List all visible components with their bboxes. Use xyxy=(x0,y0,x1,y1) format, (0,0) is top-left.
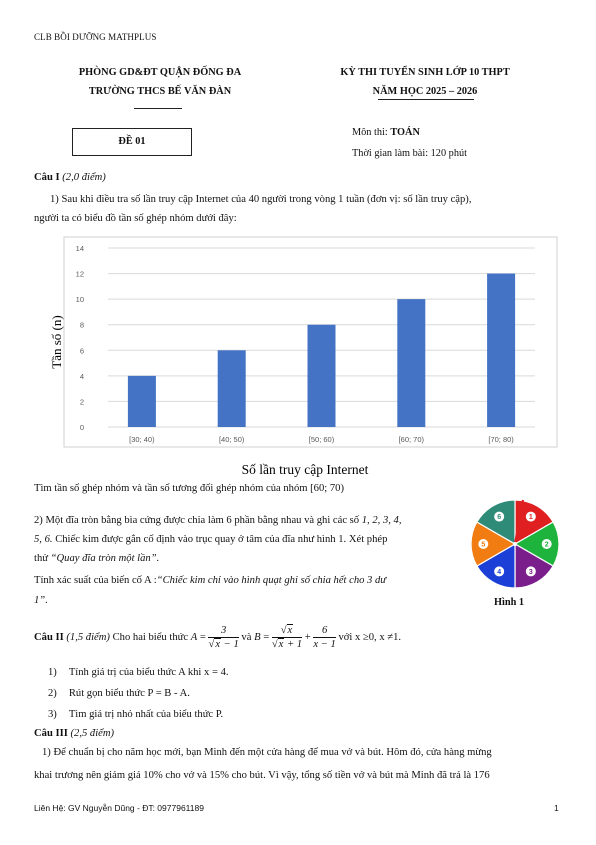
y-tick-label: 14 xyxy=(75,244,84,253)
q1-p2-line1 xyxy=(34,513,401,528)
page-number: 1 xyxy=(554,803,559,813)
expr-B2-denominator: x − 1 xyxy=(313,639,336,651)
wheel-label: 2 xyxy=(544,541,549,549)
q2-item-1-num: 1) xyxy=(48,667,57,678)
q3-line1: 1) Để chuẩn bị cho năm học mới, bạn Minh đến một cửa hàng để mua vở và bút. Hôm đó, cửa hàng mừng xyxy=(42,747,492,758)
q1-p1-line2: người ta có biểu đồ tần số ghép nhóm dưới đây: xyxy=(34,213,237,224)
q1-p2-line5: 1”. xyxy=(34,595,48,606)
q2-item-3-text: Tìm giá trị nhỏ nhất của biểu thức P. xyxy=(68,709,224,720)
expr-B1-numerator: √x xyxy=(272,624,302,638)
q2-item-1-text: Tính giá trị của biểu thức A khi x = 4. xyxy=(68,667,229,678)
q1-p2-event: “Chiếc kim chỉ vào hình quạt ghi số chia hết cho 3 dư xyxy=(156,575,387,586)
q1-points: (2,0 điểm) xyxy=(62,172,106,183)
y-tick-label: 4 xyxy=(79,371,84,381)
chart-y-axis-label: Tần số (n) xyxy=(49,315,64,369)
figure-caption: Hình 1 xyxy=(494,597,525,608)
q2-item-1 xyxy=(48,665,229,680)
school-underline xyxy=(134,108,182,109)
expr-A-numerator: 3 xyxy=(208,624,238,638)
expr-B1-den-sqrt: x xyxy=(278,639,284,651)
q3-points: (2,5 điểm) xyxy=(70,728,115,739)
q1-p2-nums1: 1, 2, 3, 4, xyxy=(361,515,402,526)
y-tick-label: 8 xyxy=(79,320,84,330)
wheel-center xyxy=(513,542,517,546)
q1-heading xyxy=(34,170,106,185)
y-tick-label: 10 xyxy=(75,295,84,305)
expr-A-den-rest: − 1 xyxy=(221,639,239,651)
subject-line xyxy=(352,127,420,138)
x-tick-label: [70; 80) xyxy=(488,435,514,444)
wheel-label: 5 xyxy=(481,541,486,549)
y-tick-label: 0 xyxy=(79,423,84,432)
plus-sign: + xyxy=(302,632,314,643)
equals-sign-2: = xyxy=(260,632,272,643)
q2-item-3-num: 3) xyxy=(48,709,57,720)
spinner-wheel xyxy=(460,498,570,590)
expr-B-fraction-2 xyxy=(313,624,335,651)
dept-name: PHÒNG GD&ĐT QUẬN ĐỐNG ĐA xyxy=(78,67,242,78)
y-tick-label: 6 xyxy=(79,346,84,356)
bar xyxy=(487,274,515,427)
q1-p2-line4-text: Tính xác suất của biến cố A : xyxy=(34,575,157,586)
exam-title: KỲ THI TUYỂN SINH LỚP 10 THPT xyxy=(340,67,510,78)
exam-code: ĐỀ 01 xyxy=(118,136,146,147)
chart-title: Số lần truy cập Internet xyxy=(241,462,369,477)
expr-A-name: A xyxy=(190,632,198,643)
q1-task1: Tìm tần số ghép nhóm và tần số tương đối ghép nhóm của nhóm [60; 70) xyxy=(34,483,344,494)
exam-time: Thời gian làm bài: 120 phút xyxy=(352,148,467,159)
footer-contact: Liên Hệ: GV Nguyễn Dũng - ĐT: 0977961189 xyxy=(34,803,204,813)
expr-B1-den-rest: + 1 xyxy=(284,639,303,651)
year-underline xyxy=(378,99,474,100)
expr-A-den-sqrt: x xyxy=(215,639,221,651)
q1-p2-line3-text: thử xyxy=(34,553,51,564)
and-word: và xyxy=(238,632,255,643)
bar-chart xyxy=(30,230,570,485)
expr-B-fraction-1 xyxy=(272,624,302,651)
q1-p2-nums2: 5, 6. xyxy=(34,534,53,545)
wheel-label: 3 xyxy=(528,569,533,577)
q1-p2-line2 xyxy=(34,532,387,547)
q2-heading xyxy=(34,622,401,654)
q1-p2-line1-text: 2) Một đĩa tròn bằng bìa cứng được chia làm 6 phần bằng nhau và ghi các số xyxy=(34,515,362,526)
bar xyxy=(397,299,425,427)
expr-A-fraction xyxy=(208,624,238,651)
expr-B-name: B xyxy=(254,632,261,643)
q3-line2: khai trương nên giảm giá 10% cho vở và 15% cho bút. Vì vậy, tổng số tiền vở và bút mà Minh đã trả là 176 xyxy=(34,770,490,781)
bar xyxy=(218,350,246,427)
expr-B1-denominator: √x + 1 xyxy=(271,639,303,651)
q1-p2-line3 xyxy=(34,551,159,566)
x-tick-label: [30; 40) xyxy=(129,435,155,444)
wheel-label: 1 xyxy=(528,514,533,522)
exam-code-box xyxy=(72,128,192,156)
wheel-label: 6 xyxy=(497,514,502,522)
q2-title: Câu II xyxy=(34,632,64,643)
subject-label: Môn thi: xyxy=(352,127,391,138)
club-name: CLB BỒI DƯỠNG MATHPLUS xyxy=(34,32,157,42)
q2-intro: Cho hai biểu thức xyxy=(109,632,191,643)
y-tick-label: 2 xyxy=(79,397,84,407)
x-tick-label: [50; 60) xyxy=(308,435,335,444)
bar xyxy=(128,376,156,427)
q1-p2-experiment: “Quay đĩa tròn một lần”. xyxy=(50,553,160,564)
school-name: TRƯỜNG THCS BẾ VĂN ĐÀN xyxy=(88,86,232,97)
x-tick-label: [60; 70) xyxy=(398,435,425,444)
school-year: NĂM HỌC 2025 – 2026 xyxy=(372,86,478,97)
q2-item-2-num: 2) xyxy=(48,688,57,699)
q1-p1-line1: 1) Sau khi điều tra số lần truy cập Internet của 40 người trong vòng 1 tuần (đơn vị: số lần truy cập), xyxy=(50,194,472,205)
y-tick-label: 12 xyxy=(75,269,84,279)
wheel-label: 4 xyxy=(497,569,502,577)
q3-heading xyxy=(34,726,114,741)
q2-item-3 xyxy=(48,707,223,722)
equals-sign: = xyxy=(197,632,209,643)
subject-name: TOÁN xyxy=(390,127,420,138)
q1-title: Câu I xyxy=(34,172,60,183)
expr-A-denominator: √x − 1 xyxy=(208,639,239,651)
q3-title: Câu III xyxy=(34,728,68,739)
expr-B1-num-sqrt: x xyxy=(287,625,293,637)
bar xyxy=(308,325,336,427)
expr-B2-numerator: 6 xyxy=(313,624,335,638)
q2-condition: với x ≥0, x ≠1. xyxy=(335,632,402,643)
q2-points: (1,5 điểm) xyxy=(66,632,110,643)
x-tick-label: [40; 50) xyxy=(218,435,245,444)
q1-p2-line2-text: Chiếc kim được gắn cố định vào trục quay ở tâm của đĩa như hình 1. Xét phép xyxy=(52,534,388,545)
q1-p2-line4 xyxy=(34,573,386,588)
q2-item-2-text: Rút gọn biểu thức P = B - A. xyxy=(68,688,190,699)
q2-item-2 xyxy=(48,686,190,701)
